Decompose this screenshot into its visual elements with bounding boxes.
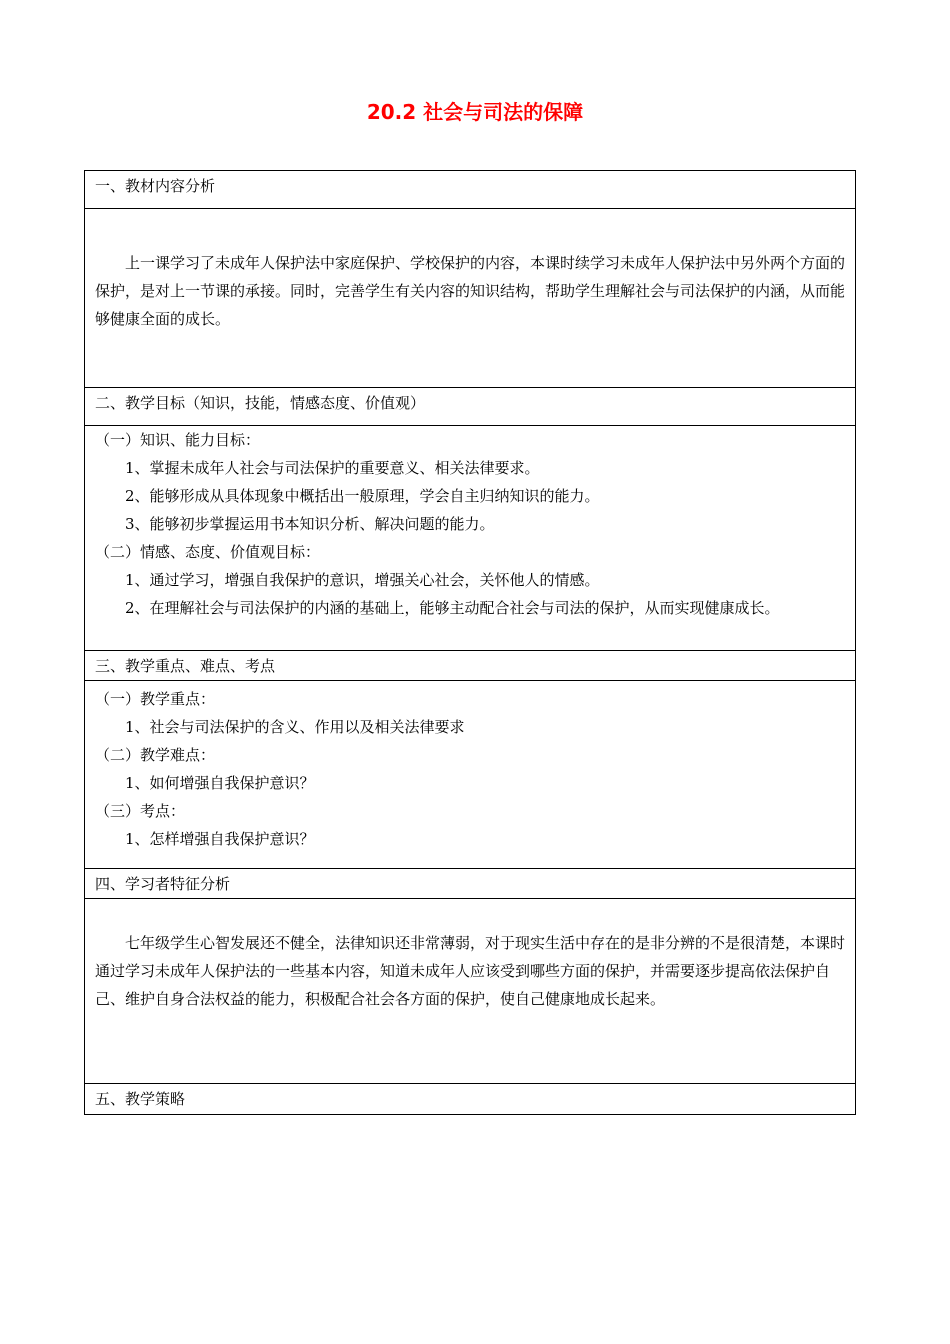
section-5-heading: [85, 1084, 855, 1114]
section-3-subheading-2: （二）教学难点：: [95, 746, 216, 764]
section-1-heading: [85, 171, 855, 209]
section-4-content: [85, 899, 855, 1084]
section-2-item-3: 3、能够初步掌握运用书本知识分析、解决问题的能力。: [125, 515, 495, 533]
section-2-item-1: 1、掌握未成年人社会与司法保护的重要意义、相关法律要求。: [125, 459, 540, 477]
section-1-paragraph: 上一课学习了未成年人保护法中家庭保护、学校保护的内容，本课时续学习未成年人保护法中另外两个方面的保护，是对上一节课的承接。同时，完善学生有关内容的知识结构，帮助学生理解社会与司法保护的内涵，从而能够健康全面的成长。: [95, 254, 846, 328]
section-4-paragraph: 七年级学生心智发展还不健全，法律知识还非常薄弱，对于现实生活中存在的是非分辨的不是很清楚，本课时通过学习未成年人保护法的一些基本内容，知道未成年人应该受到哪些方面的保护，并需要逐步提高依法保护自己、维护自身合法权益的能力，积极配合社会各方面的保护，使自己健康地成长起来。: [95, 934, 846, 1008]
section-2-subheading-1: （一）知识、能力目标：: [95, 431, 261, 449]
section-3-heading: [85, 651, 855, 681]
section-3-subheading-3: （三）考点：: [95, 802, 186, 820]
section-4-heading: [85, 869, 855, 899]
section-2-item-4: 1、通过学习，增强自我保护的意识，增强关心社会，关怀他人的情感。: [125, 571, 600, 589]
section-3-item-2: 1、如何增强自我保护意识？: [125, 774, 315, 792]
section-3-item-3: 1、怎样增强自我保护意识？: [125, 830, 315, 848]
section-4-heading-text: 四、学习者特征分析: [95, 875, 231, 893]
section-2-content: [85, 426, 855, 651]
lesson-plan-table: [84, 170, 856, 1115]
section-1-heading-text: 一、教材内容分析: [95, 177, 216, 195]
section-2-item-5: 2、在理解社会与司法保护的内涵的基础上，能够主动配合社会与司法的保护，从而实现健康成长。: [125, 599, 780, 617]
section-2-item-2: 2、能够形成从具体现象中概括出一般原理，学会自主归纳知识的能力。: [125, 487, 600, 505]
section-2-heading-text: 二、教学目标（知识，技能，情感态度、价值观）: [95, 394, 426, 412]
document-title: 20.2 社会与司法的保障: [366, 100, 584, 124]
section-3-heading-text: 三、教学重点、难点、考点: [95, 657, 276, 675]
section-3-item-1: 1、社会与司法保护的含义、作用以及相关法律要求: [125, 718, 465, 736]
section-1-content: [85, 209, 855, 388]
section-3-subheading-1: （一）教学重点：: [95, 690, 216, 708]
section-2-heading: [85, 388, 855, 426]
section-2-subheading-2: （二）情感、态度、价值观目标：: [95, 543, 321, 561]
section-5-heading-text: 五、教学策略: [95, 1090, 186, 1108]
section-3-content: [85, 681, 855, 869]
